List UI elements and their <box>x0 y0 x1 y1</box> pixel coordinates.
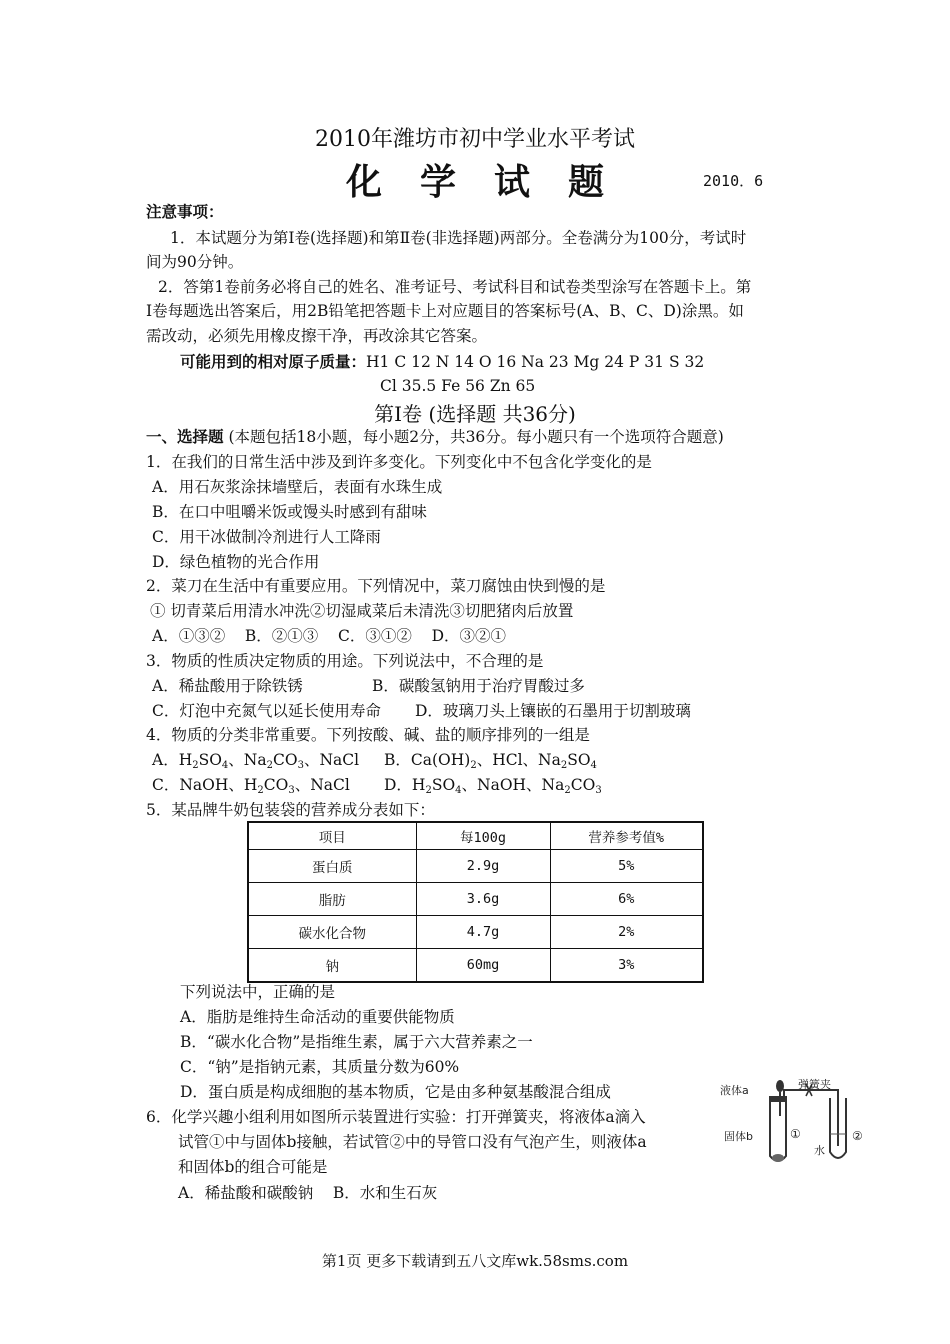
q5-stem: 5．某品牌牛奶包装袋的营养成分表如下： <box>146 801 435 819</box>
q1-option-c: C．用干冰做制冷剂进行人工降雨 <box>152 528 381 546</box>
page-footer: 第1页 更多下载请到五八文库wk.58sms.com <box>321 1252 629 1270</box>
q4-stem: 4．物质的分类非常重要。下列按酸、碱、盐的顺序排列的一组是 <box>146 726 590 744</box>
table-cell: 2.9g <box>416 850 550 883</box>
table-row <box>248 883 703 916</box>
table-cell: 3% <box>550 949 703 983</box>
label-spring-clip: 弹簧夹 <box>798 1078 831 1091</box>
nutrition-table <box>247 821 704 983</box>
q3-option-b: B．碳酸氢钠用于治疗胃酸过多 <box>372 677 585 695</box>
label-tube-1: ① <box>790 1127 801 1141</box>
label-tube-2: ② <box>852 1129 863 1143</box>
q4-option-d: D．$H_2SO_4$、NaOH、$Na_2CO_3$ <box>384 776 602 796</box>
q3-stem: 3．物质的性质决定物质的用途。下列说法中，不合理的是 <box>146 652 544 670</box>
notice-heading: 注意事项： <box>146 203 224 221</box>
q5-option-d: D．蛋白质是构成细胞的基本物质，它是由多种氨基酸混合组成 <box>180 1083 611 1101</box>
section-title: 第Ⅰ卷 (选择题 共36分) <box>374 402 576 426</box>
apparatus-figure <box>718 1076 870 1170</box>
exam-title: 2010年潍坊市初中学业水平考试 <box>315 127 635 152</box>
table-cell: 钠 <box>248 949 416 983</box>
subject-title: 化学试题 <box>346 161 643 203</box>
table-header: 项目 <box>248 822 416 850</box>
solid-b-sample <box>772 1154 784 1162</box>
table-header-row <box>248 822 703 850</box>
q5-option-a: A．脂肪是维持生命活动的重要供能物质 <box>180 1008 455 1026</box>
part-label: 一、选择题 <box>146 428 224 446</box>
q6-options: A．稀盐酸和碳酸钠 B．水和生石灰 <box>178 1184 438 1202</box>
atomic-mass-label: 可能用到的相对原子质量： <box>180 353 367 371</box>
table-header: 每100g <box>416 822 550 850</box>
q3-option-d: D．玻璃刀头上镶嵌的石墨用于切割玻璃 <box>415 702 691 720</box>
table-cell: 3.6g <box>416 883 550 916</box>
q6-line1: 6．化学兴趣小组利用如图所示装置进行实验：打开弹簧夹，将液体a滴入 <box>146 1108 646 1126</box>
q5-option-c: C．“钠”是指钠元素，其质量分数为60% <box>180 1058 460 1076</box>
dropper-bulb <box>776 1080 784 1092</box>
q2-options: A．①③② B．②①③ C．③①② D．③②① <box>152 627 506 645</box>
atomic-mass-line2: Cl 35.5 Fe 56 Zn 65 <box>380 377 536 395</box>
table-cell: 蛋白质 <box>248 850 416 883</box>
table-header: 营养参考值% <box>550 822 703 850</box>
label-solid-b: 固体b <box>724 1130 753 1143</box>
table-cell: 60mg <box>416 949 550 983</box>
table-cell: 4.7g <box>416 916 550 949</box>
atomic-mass-values: H1 C 12 N 14 O 16 Na 23 Mg 24 P 31 S 32 <box>366 353 705 371</box>
q3-option-c: C．灯泡中充氮气以延长使用寿命 <box>152 702 381 720</box>
q1-option-d: D．绿色植物的光合作用 <box>152 553 320 571</box>
exam-date: 2010．6 <box>703 172 764 190</box>
part-heading <box>146 425 724 449</box>
table-cell: 2% <box>550 916 703 949</box>
q2-stem: 2．菜刀在生活中有重要应用。下列情况中，菜刀腐蚀由快到慢的是 <box>146 577 606 595</box>
q1-stem: 1．在我们的日常生活中涉及到许多变化。下列变化中不包含化学变化的是 <box>146 453 652 471</box>
notice-p1-line2: 间为90分钟。 <box>146 253 244 271</box>
q6-line3: 和固体b的组合可能是 <box>178 1158 328 1176</box>
q3-option-a: A．稀盐酸用于除铁锈 <box>152 677 303 695</box>
notice-p2-line2: Ⅰ卷每题选出答案后，用2B铅笔把答题卡上对应题目的答案标号(A、B、C、D)涂黑。如 <box>146 302 744 320</box>
q4-option-c: C．NaOH、$H_2CO_3$、NaCl <box>152 776 350 796</box>
table-cell: 6% <box>550 883 703 916</box>
q4-option-b: B．$Ca(OH)_2$、HCl、$Na_2SO_4$ <box>384 751 597 771</box>
table-cell: 碳水化合物 <box>248 916 416 949</box>
notice-p1-line1: 1．本试题分为第Ⅰ卷(选择题)和第Ⅱ卷(非选择题)两部分。全卷满分为100分，考试时 <box>170 229 747 247</box>
table-cell: 脂肪 <box>248 883 416 916</box>
atomic-mass-line1 <box>180 350 704 374</box>
q1-option-b: B．在口中咀嚼米饭或馒头时感到有甜味 <box>152 503 427 521</box>
q2-sub: ① 切青菜后用清水冲洗②切湿咸菜后未清洗③切肥猪肉后放置 <box>150 602 574 620</box>
part-description: (本题包括18小题，每小题2分，共36分。每小题只有一个选项符合题意) <box>223 428 724 446</box>
notice-p2-line3: 需改动，必须先用橡皮擦干净，再改涂其它答案。 <box>146 327 488 345</box>
table-row <box>248 850 703 883</box>
q6-line2: 试管①中与固体b接触，若试管②中的导管口没有气泡产生，则液体a <box>178 1133 647 1151</box>
table-row <box>248 916 703 949</box>
label-water: 水 <box>814 1144 825 1157</box>
q1-option-a: A．用石灰浆涂抹墙壁后，表面有水珠生成 <box>152 478 443 496</box>
q4-option-a: A．$H_2SO_4$、$Na_2CO_3$、NaCl <box>152 751 360 771</box>
label-liquid-a: 液体a <box>720 1084 749 1097</box>
q5-prompt: 下列说法中，正确的是 <box>180 983 336 1001</box>
notice-p2-line1: 2．答第1卷前务必将自己的姓名、准考证号、考试科目和试卷类型涂写在答题卡上。第 <box>158 278 752 296</box>
table-cell: 5% <box>550 850 703 883</box>
q5-option-b: B．“碳水化合物”是指维生素，属于六大营养素之一 <box>180 1033 533 1051</box>
table-row <box>248 949 703 983</box>
test-tube-1 <box>770 1100 786 1161</box>
